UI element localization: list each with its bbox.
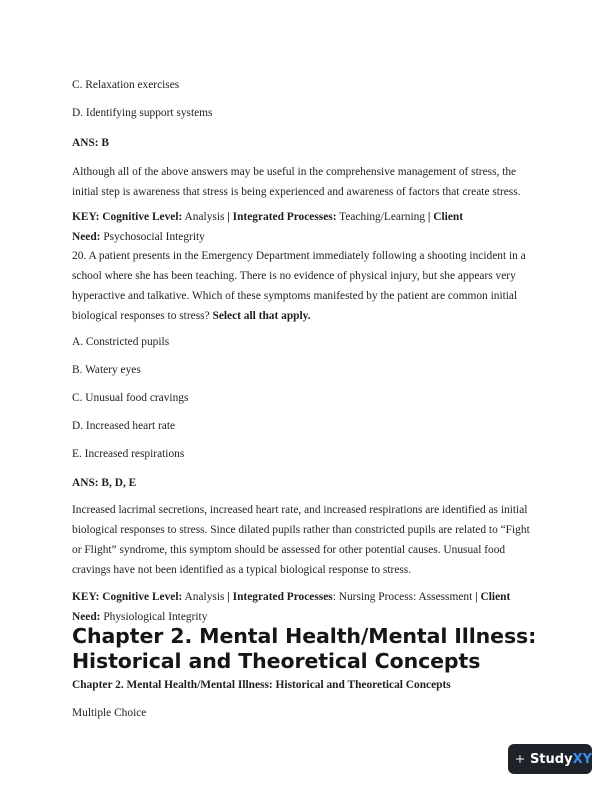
- q19-answer: ANS: B: [72, 137, 110, 149]
- chapter-heading: Chapter 2. Mental Health/Mental Illness: Historical and Theoretical Concepts: [72, 624, 537, 673]
- q19-option-c: C. Relaxation exercises: [72, 79, 180, 91]
- q20-option-e: E. Increased respirations: [72, 448, 185, 460]
- section-label: Multiple Choice: [72, 707, 147, 719]
- plus-cross-icon: [516, 752, 524, 766]
- q20-option-d: D. Increased heart rate: [72, 420, 176, 432]
- q20-option-a: A. Constricted pupils: [72, 336, 170, 348]
- q20-option-c: C. Unusual food cravings: [72, 392, 189, 404]
- q19-key: KEY: Cognitive Level: Analysis | Integrated Processes: Teaching/Learning | Client Need: Psychosocial Integrity: [72, 211, 464, 243]
- brand-name: StudyXY: [529, 751, 592, 767]
- q20-stem: 20. A patient presents in the Emergency Department immediately following a shooting incident in a school where she has been teaching. There is no evidence of physical injury, but she appears very hyperactive and talkative. Which of these symptoms manifested by the patient are common initial biological responses to stress? Select all that apply.: [72, 250, 526, 322]
- q20-answer: ANS: B, D, E: [72, 477, 137, 489]
- chapter-subheading: Chapter 2. Mental Health/Mental Illness: Historical and Theoretical Concepts: [72, 679, 451, 691]
- q19-rationale: Although all of the above answers may be useful in the comprehensive management of stress, the initial step is awareness that stress is being experienced and awareness of factors that create stress.: [72, 166, 521, 198]
- q20-key: KEY: Cognitive Level: Analysis | Integrated Processes: Nursing Process: Assessment | Client Need: Physiological Integrity: [72, 591, 511, 623]
- q19-option-d: D. Identifying support systems: [72, 107, 213, 119]
- q20-rationale: Increased lacrimal secretions, increased heart rate, and increased respirations are identified as initial biological responses to stress. Since dilated pupils rather than constricted pupils are related to “Fight or Flight” syndrome, this symptom should be assessed for other potential causes. Unusual food cravings have not been identified as a typical biological response to stress.: [72, 504, 530, 576]
- studyxy-badge[interactable]: [508, 744, 592, 774]
- q20-option-b: B. Watery eyes: [72, 364, 141, 376]
